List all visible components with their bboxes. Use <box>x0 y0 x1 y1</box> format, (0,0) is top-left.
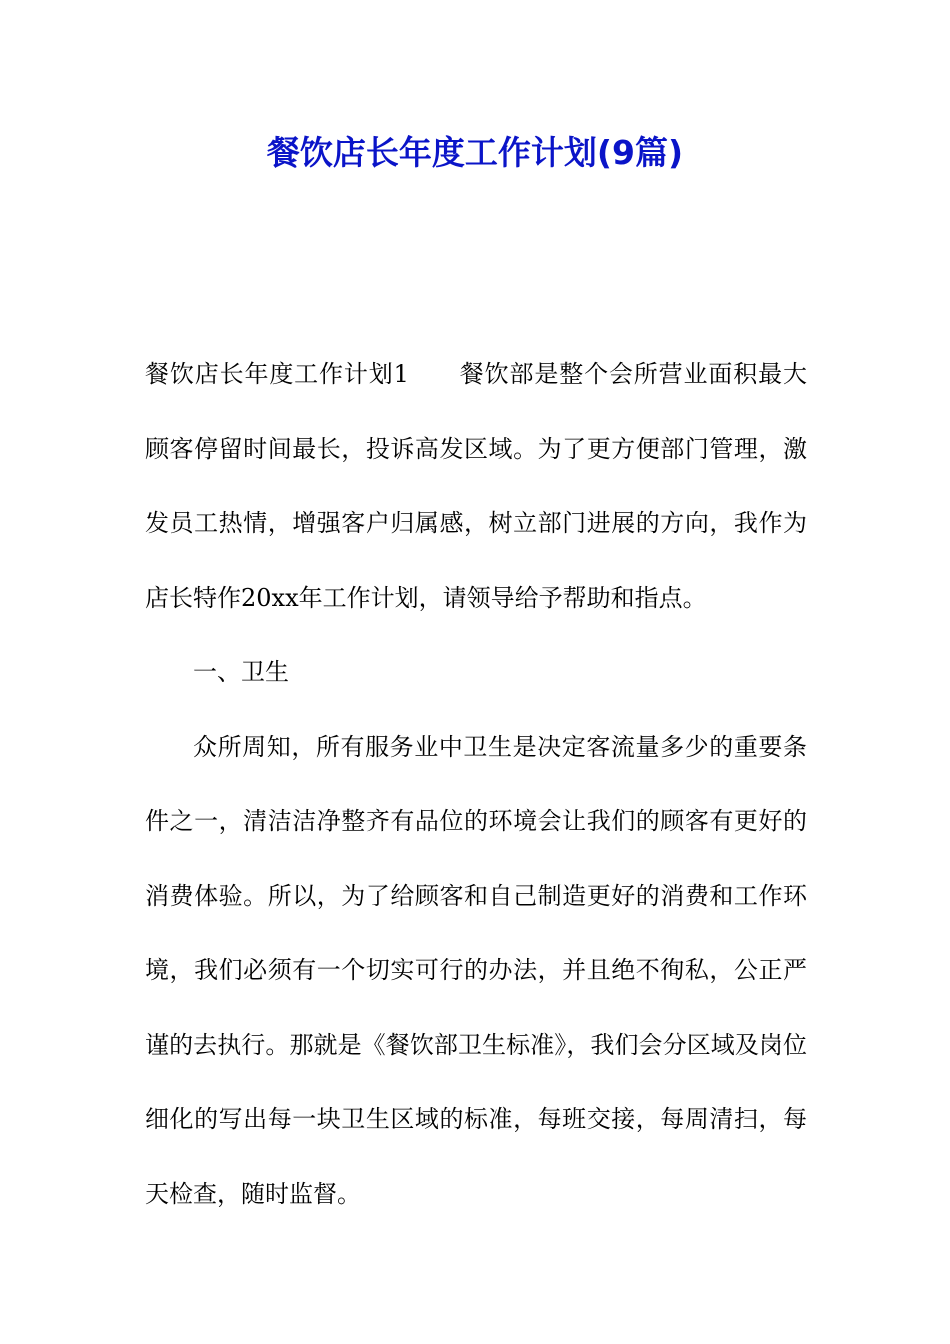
intro-paragraph <box>145 337 807 635</box>
document-title: 餐饮店长年度工作计划(9篇) <box>266 133 684 172</box>
subheading-hygiene: 一、卫生 <box>193 658 289 686</box>
intro-text: 餐饮部是整个会所营业面积最大顾客停留时间最长，投诉高发区域。为了更方便部门管理，激发员工热情，增强客户归属感，树立部门进展的方向，我作为店长特作20xx年工作计划，请领导给予帮助和指点。 <box>145 360 807 612</box>
section-heading: 餐饮店长年度工作计划1 <box>145 360 409 388</box>
document-body <box>145 337 807 1231</box>
hygiene-paragraph: 众所周知，所有服务业中卫生是决定客流量多少的重要条件之一，清洁洁净整齐有品位的环境会让我们的顾客有更好的消费体验。所以，为了给顾客和自己制造更好的消费和工作环境，我们必须有一个切实可行的办法，并且绝不徇私，公正严谨的去执行。那就是《餐饮部卫生标准》，我们会分区域及岗位细化的写出每一块卫生区域的标准，每班交接，每周清扫，每天检查，随时监督。 <box>145 732 807 1208</box>
